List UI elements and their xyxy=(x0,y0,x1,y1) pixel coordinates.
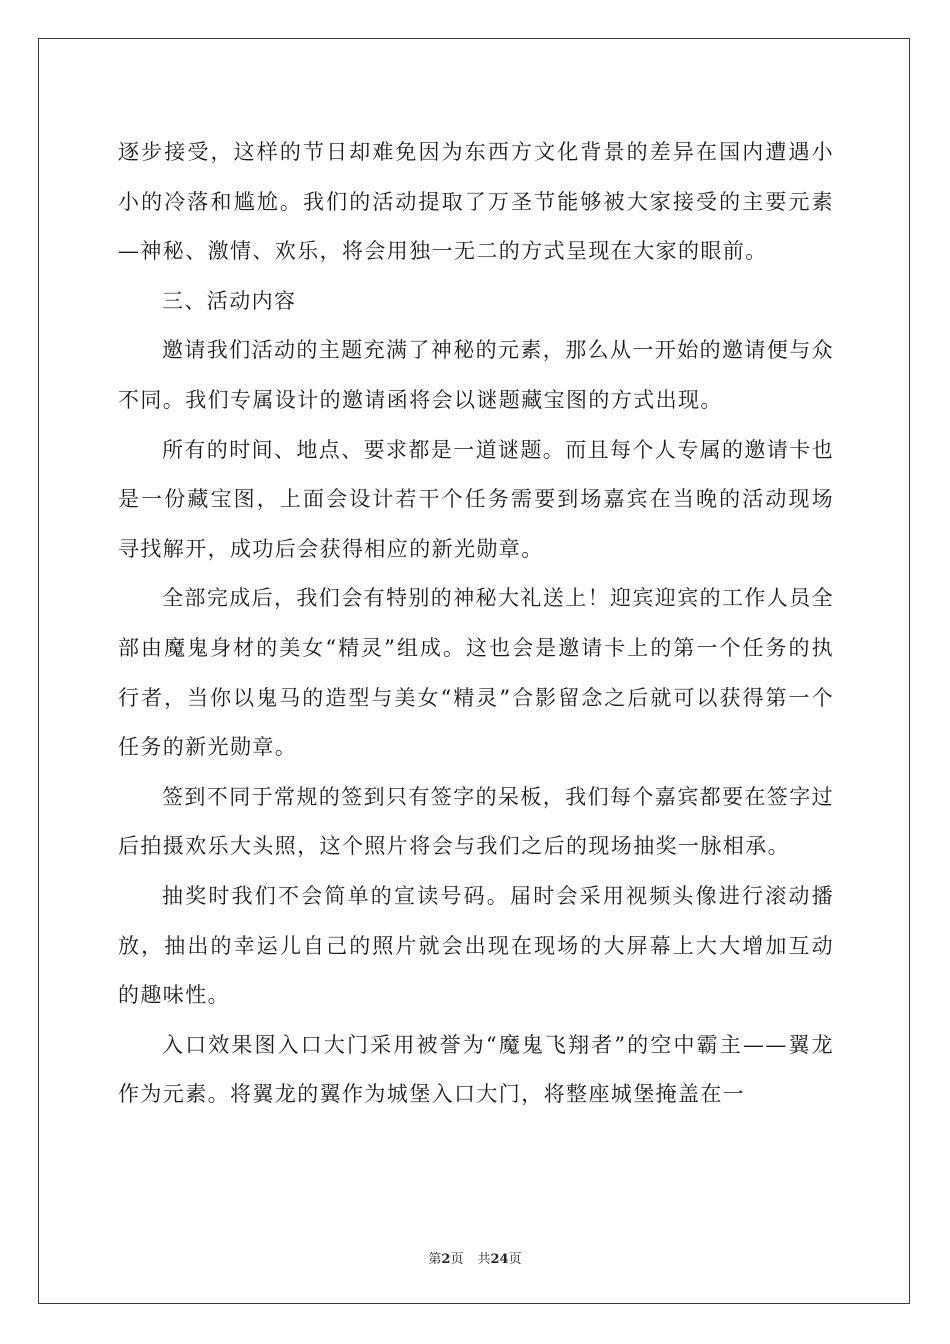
paragraph-signin: 签到不同于常规的签到只有签字的呆板，我们每个嘉宾都要在签字过后拍摄欢乐大头照，这个照片将会与我们之后的现场抽奖一脉相承。 xyxy=(118,784,834,859)
total-prefix: 共 xyxy=(477,1252,491,1267)
total-suffix: 页 xyxy=(508,1252,522,1267)
paragraph-entrance: 入口效果图入口大门采用被誉为“魔鬼飞翔者”的空中霸主——翼龙作为元素。将翼龙的翼作为城堡入口大门，将整座城堡掩盖在一 xyxy=(118,1032,834,1107)
paragraph-greeting: 全部完成后，我们会有特别的神秘大礼送上！迎宾迎宾的工作人员全部由魔鬼身材的美女“精灵”组成。这也会是邀请卡上的第一个任务的执行者，当你以鬼马的造型与美女“精灵”合影留念之后就可以获得第一个任务的新光勋章。 xyxy=(118,586,834,760)
section-heading: 三、活动内容 xyxy=(162,288,297,313)
paragraph-continuation: 逐步接受，这样的节日却难免因为东西方文化背景的差异在国内遭遇小小的冷落和尴尬。我们的活动提取了万圣节能够被大家接受的主要元素—神秘、激情、欢乐，将会用独一无二的方式呈现在大家的眼前。 xyxy=(118,140,834,264)
paragraph-invitation: 邀请我们活动的主题充满了神秘的元素，那么从一开始的邀请便与众不同。我们专属设计的邀请函将会以谜题藏宝图的方式出现。 xyxy=(118,338,834,412)
page-footer xyxy=(0,1248,950,1267)
paragraph-puzzle: 所有的时间、地点、要求都是一道谜题。而且每个人专属的邀请卡也是一份藏宝图，上面会设计若干个任务需要到场嘉宾在当晚的活动现场寻找解开，成功后会获得相应的新光勋章。 xyxy=(118,437,834,561)
total-pages: 24 xyxy=(490,1252,509,1267)
page-number: 2 xyxy=(441,1252,451,1267)
document-body xyxy=(118,128,834,1120)
paragraph-lottery: 抽奖时我们不会简单的宣读号码。届时会采用视频头像进行滚动播放，抽出的幸运儿自己的照片就会出现在现场的大屏幕上大大增加互动的趣味性。 xyxy=(118,883,834,1008)
page-prefix: 第 xyxy=(428,1252,442,1267)
page-suffix: 页 xyxy=(450,1252,464,1267)
